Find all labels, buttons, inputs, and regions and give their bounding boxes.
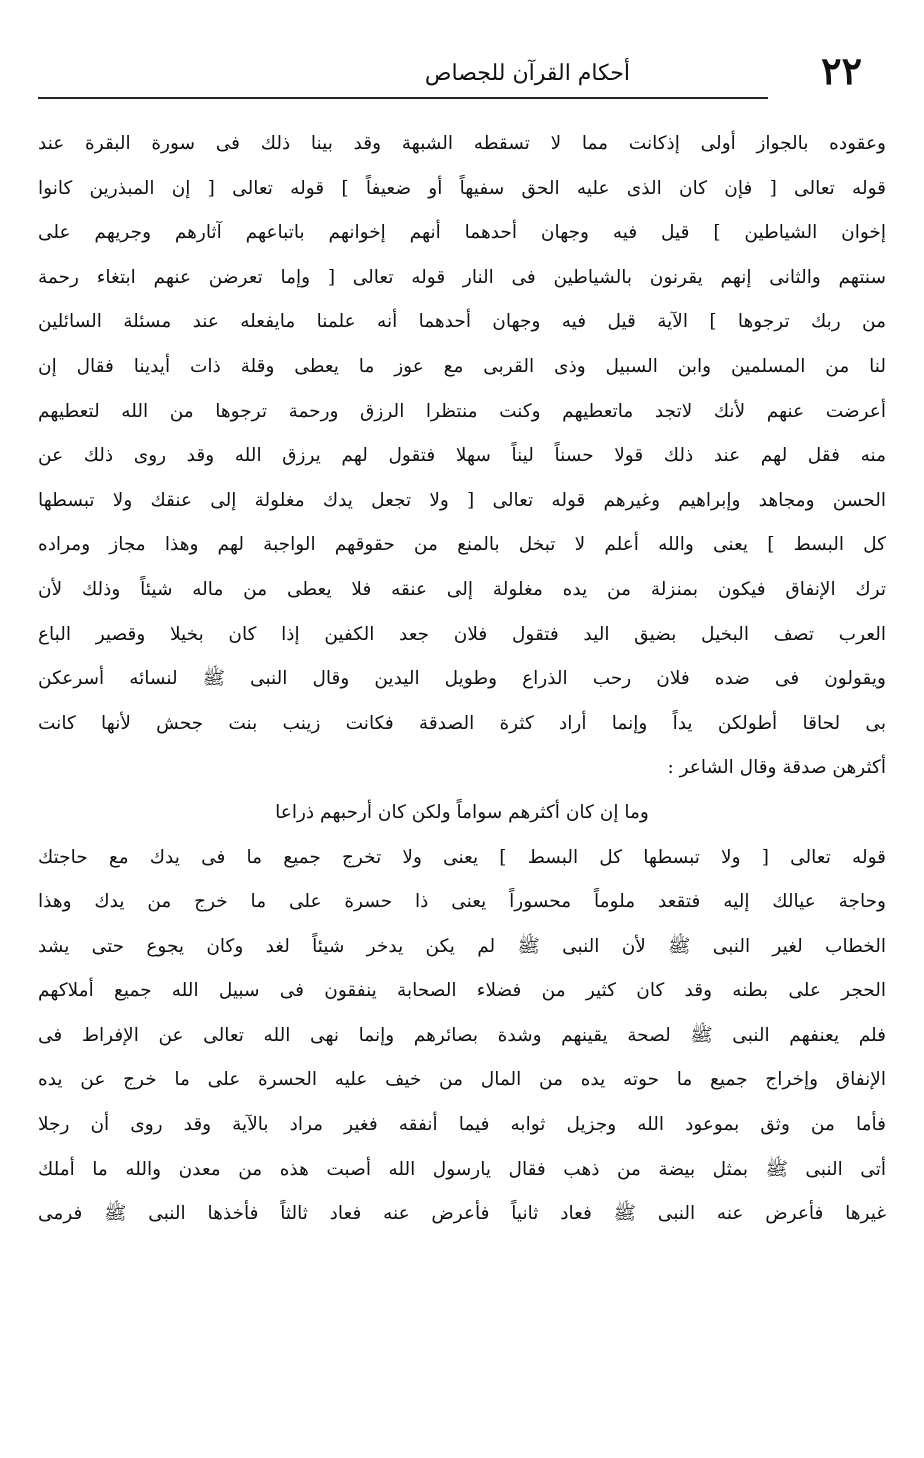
text-line: الإنفاق وإخراج جميع ما حوته يده من المال من خيف عليه الحسرة على ما خرج عن يده — [38, 1069, 886, 1091]
text-line: منه فقل لهم عند ذلك قولا حسناً ليناً سهلا فتقول لهم يرزق الله وقد روى ذلك عن — [38, 445, 886, 467]
text-line: أعرضت عنهم لأنك لاتجد ماتعطيهم وكنت منتظرا الرزق ورحمة ترجوها من الله لتعطيهم — [38, 400, 886, 422]
text-line: وعقوده بالجواز أولى إذكانت مما لا تسقطه الشبهة وقد بينا ذلك فى سورة البقرة عند — [38, 133, 886, 154]
text-line: ترك الإنفاق فيكون بمنزلة من يده مغلولة إلى عنقه فلا يعطى من ماله شيئاً وذلك لأن — [38, 578, 886, 600]
text-line: قوله تعالى [ ولا تبسطها كل البسط ] يعنى ولا تخرج جميع ما فى يدك مع حاجتك — [38, 846, 886, 868]
text-line: سنتهم والثانى إنهم يقرنون بالشياطين فى النار قوله تعالى [ وإما تعرضن عنهم ابتغاء رحمة — [38, 266, 886, 288]
text-line: الحجر على بطنه وقد كان كثير من فضلاء الصحابة ينفقون فى سبيل الله جميع أملاكهم — [38, 980, 886, 1002]
text-line: أكثرهن صدقة وقال الشاعر : — [667, 757, 886, 779]
text-line: قوله تعالى [ فإن كان الذى عليه الحق سفيهاً أو ضعيفاً ] قوله تعالى [ إن المبذرين كانوا — [38, 177, 886, 199]
poetry-verse: وما إن كان أكثرهم سواماً ولكن كان أرحبهم ذراعا — [275, 801, 649, 823]
text-line: غيرها فأعرض عنه النبى ﷺ فعاد ثانياً فأعرض عنه فعاد ثالثاً فأخذها النبى ﷺ فرمى — [38, 1203, 886, 1225]
text-line: من ربك ترجوها ] الآية قيل فيه وجهان أحدهما أنه علمنا مايفعله عند مسئلة السائلين — [38, 311, 886, 333]
running-title: أحكام القرآن للجصاص — [424, 61, 630, 86]
text-line: فأما من وثق بموعود الله وجزيل ثوابه فيما أنفقه فغير مراد بالآية وقد روى أن رجلا — [38, 1114, 886, 1136]
text-line: بى لحاقا أطولكن يداً وإنما أراد كثرة الصدقة فكانت زينب بنت جحش لأنها كانت — [38, 712, 886, 734]
page-header — [38, 48, 880, 98]
text-line: أتى النبى ﷺ بمثل بيضة من ذهب فقال يارسول الله أصبت هذه من معدن والله ما أملك — [38, 1158, 886, 1180]
text-line: لنا من المسلمين وابن السبيل وذى القربى مع عوز ما يعطى وقلة ذات أيدينا فقال إن — [38, 355, 886, 377]
page-number: ٢٢ — [821, 48, 862, 93]
text-line: الخطاب لغير النبى ﷺ لأن النبى ﷺ لم يكن يدخر شيئاً لغد وكان يجوع حتى يشد — [38, 935, 886, 957]
text-line: العرب تصف البخيل بضيق اليد فتقول فلان جعد الكفين إذا كان بخيلا وقصير الباع — [38, 623, 886, 645]
text-line: كل البسط ] يعنى والله أعلم لا تبخل بالمنع من حقوقهم الواجبة لهم وهذا مجاز ومراده — [38, 534, 886, 556]
text-line: وحاجة عيالك إليه فتقعد ملوماً محسوراً يعنى ذا حسرة على ما خرج من يدك وهذا — [38, 891, 886, 913]
body-text — [38, 122, 886, 1237]
text-line: الحسن ومجاهد وإبراهيم وغيرهم قوله تعالى [ ولا تجعل يدك مغلولة إلى عنقك ولا تبسطها — [38, 489, 886, 511]
text-line: فلم يعنفهم النبى ﷺ لصحة يقينهم وشدة بصائرهم وإنما نهى الله تعالى عن الإفراط فى — [38, 1024, 886, 1046]
header-rule — [38, 97, 768, 99]
text-line: ويقولون فى ضده فلان رحب الذراع وطويل اليدين وقال النبى ﷺ لنسائه أسرعكن — [38, 668, 886, 690]
text-line: إخوان الشياطين ] قيل فيه وجهان أحدهما أنهم إخوانهم باتباعهم آثارهم وجريهم على — [38, 222, 886, 244]
